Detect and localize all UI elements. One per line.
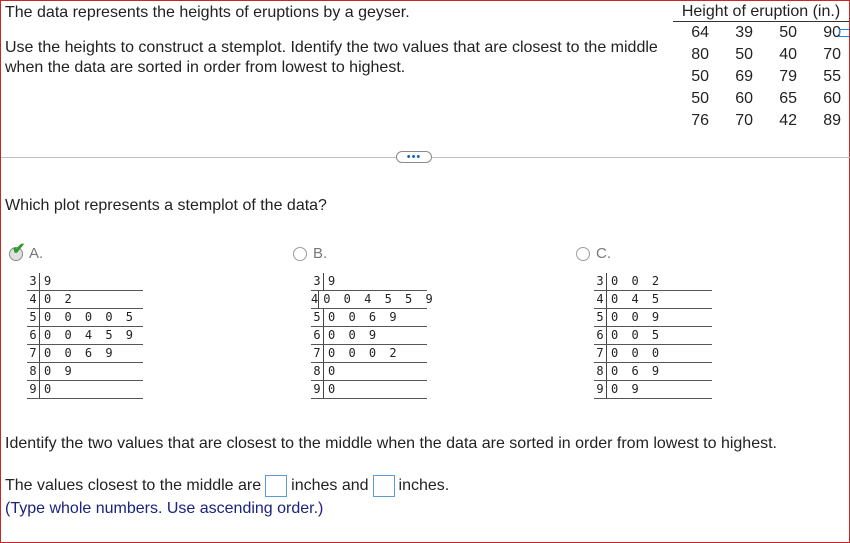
stemplot-row: [27, 273, 143, 291]
leaf-values: 0 0 9: [611, 310, 663, 324]
radio-option-b[interactable]: [293, 247, 307, 261]
data-table-row: [673, 88, 849, 110]
data-table-cell: 50: [691, 68, 709, 85]
stemplot-row: [594, 381, 712, 399]
stem-value: 6: [311, 327, 324, 344]
leaf-values: 0: [328, 364, 339, 378]
stemplot-row: [594, 363, 712, 381]
leaf-values: 0 0 2: [611, 274, 663, 288]
stemplot-row: [27, 345, 143, 363]
table-popout-icon[interactable]: [839, 29, 849, 37]
answer-hint: (Type whole numbers. Use ascending order.): [5, 500, 324, 517]
correct-check-icon: ✔: [12, 241, 26, 258]
stem-value: 3: [27, 273, 40, 290]
stemplot-a: [27, 273, 143, 399]
stem-value: 3: [311, 273, 324, 290]
data-table-cell: 79: [779, 68, 797, 85]
stem-value: 5: [27, 309, 40, 326]
stemplot-row: [311, 273, 427, 291]
leaf-values: 0 0 4 5 5 9: [323, 292, 436, 306]
stem-value: 6: [594, 327, 607, 344]
stemplot-row: [594, 345, 712, 363]
stem-value: 9: [311, 381, 324, 398]
data-table-cell: 39: [735, 24, 753, 41]
stem-value: 4: [311, 292, 319, 306]
stem-value: 8: [27, 363, 40, 380]
stem-value: 9: [27, 381, 40, 398]
answer-input-2[interactable]: [373, 475, 395, 497]
option-b-label: B.: [313, 245, 328, 262]
answer-input-1[interactable]: [265, 475, 287, 497]
data-table-cell: 69: [735, 68, 753, 85]
leaf-values: 0 0 0 0 5: [44, 310, 137, 324]
answer-middle: inches and: [291, 477, 369, 494]
stem-value: 7: [594, 345, 607, 362]
leaf-values: 0: [328, 382, 339, 396]
data-table-body: [673, 22, 849, 132]
stemplot-row: [311, 291, 436, 309]
data-table-row: [673, 22, 849, 44]
more-options-button[interactable]: •••: [396, 151, 432, 163]
stemplot-row: [27, 363, 143, 381]
leaf-values: 0 2: [44, 292, 75, 306]
data-table-row: [673, 66, 849, 88]
identify-text: Identify the two values that are closest to the middle when the data are sorted in order from lowest to highest.: [5, 435, 777, 452]
leaf-values: 0 0 5: [611, 328, 663, 342]
leaf-values: 0 6 9: [611, 364, 663, 378]
stem-value: 6: [27, 327, 40, 344]
leaf-values: 9: [44, 274, 55, 288]
stemplot-row: [27, 327, 143, 345]
leaf-values: 0 0 6 9: [328, 310, 400, 324]
leaf-values: 0 0 0 2: [328, 346, 400, 360]
stemplot-row: [27, 291, 143, 309]
answer-line: [5, 475, 449, 497]
data-table-cell: 65: [779, 90, 797, 107]
instructions-text: Use the heights to construct a stemplot. Identify the two values that are closest to the middle when the data are sorted in order from lowest to highest.: [5, 39, 658, 76]
data-table-row: [673, 110, 849, 132]
answer-prefix: The values closest to the middle are: [5, 477, 262, 494]
leaf-values: 0 0 4 5 9: [44, 328, 137, 342]
stemplot-row: [594, 309, 712, 327]
leaf-values: 9: [328, 274, 339, 288]
answer-suffix: inches.: [398, 477, 450, 494]
data-table-cell: 80: [691, 46, 709, 63]
leaf-values: 0 9: [611, 382, 642, 396]
data-table-cell: 50: [735, 46, 753, 63]
stemplot-row: [594, 291, 712, 309]
stemplot-row: [594, 273, 712, 291]
stemplot-c: [594, 273, 712, 399]
data-table-cell: 60: [823, 90, 841, 107]
data-table-cell: 70: [823, 46, 841, 63]
data-table-title: Height of eruption (in.): [673, 3, 849, 22]
stemplot-b: [311, 273, 436, 399]
data-table-cell: 40: [779, 46, 797, 63]
stem-value: 7: [27, 345, 40, 362]
leaf-values: 0 4 5: [611, 292, 663, 306]
data-table-cell: 55: [823, 68, 841, 85]
data-table-cell: 50: [691, 90, 709, 107]
stemplot-row: [311, 345, 427, 363]
leaf-values: 0: [44, 382, 55, 396]
part-question: Which plot represents a stemplot of the data?: [5, 197, 327, 214]
leaf-values: 0 0 9: [328, 328, 380, 342]
data-table-cell: 70: [735, 112, 753, 129]
data-table-cell: 90: [823, 24, 841, 41]
stemplot-row: [594, 327, 712, 345]
leaf-values: 0 0 0: [611, 346, 663, 360]
data-table-cell: 89: [823, 112, 841, 129]
data-table-cell: 42: [779, 112, 797, 129]
leaf-values: 0 9: [44, 364, 75, 378]
stem-value: 4: [594, 291, 607, 308]
stemplot-row: [27, 381, 143, 399]
stem-value: 7: [311, 345, 324, 362]
intro-text: The data represents the heights of eruptions by a geyser.: [5, 4, 410, 21]
leaf-values: 0 0 6 9: [44, 346, 116, 360]
data-table-cell: 60: [735, 90, 753, 107]
radio-option-c[interactable]: [576, 247, 590, 261]
data-table-cell: 50: [779, 24, 797, 41]
data-table-row: [673, 44, 849, 66]
data-table: [673, 3, 849, 132]
stem-value: 4: [27, 291, 40, 308]
stem-value: 5: [311, 309, 324, 326]
option-a-label: A.: [29, 245, 44, 262]
stemplot-row: [27, 309, 143, 327]
stemplot-row: [311, 363, 427, 381]
stemplot-row: [311, 327, 427, 345]
stemplot-row: [311, 381, 427, 399]
stem-value: 8: [311, 363, 324, 380]
option-c-label: C.: [596, 245, 611, 262]
stem-value: 8: [594, 363, 607, 380]
stem-value: 3: [594, 273, 607, 290]
data-table-cell: 64: [691, 24, 709, 41]
stem-value: 9: [594, 381, 607, 398]
stem-value: 5: [594, 309, 607, 326]
data-table-cell: 76: [691, 112, 709, 129]
stemplot-row: [311, 309, 427, 327]
